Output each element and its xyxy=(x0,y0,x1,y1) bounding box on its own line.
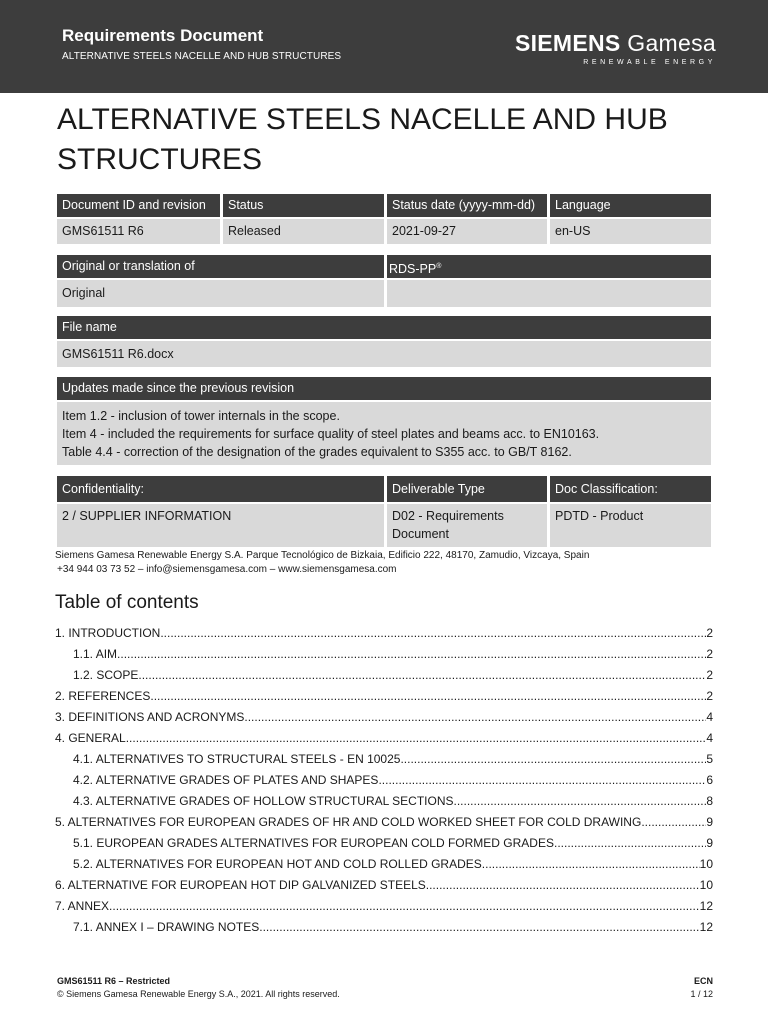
header-confidentiality: Confidentiality: xyxy=(57,476,384,502)
toc-leader xyxy=(400,752,706,766)
page-header xyxy=(0,0,768,93)
page-footer-left xyxy=(57,975,340,1001)
toc-entry-cold-formed[interactable] xyxy=(55,832,713,853)
toc-entry-hr-cold-worked[interactable] xyxy=(55,811,713,832)
header-status-date: Status date (yyyy-mm-dd) xyxy=(387,194,547,217)
toc-entry-galvanized[interactable] xyxy=(55,874,713,895)
value-file-name: GMS61511 R6.docx xyxy=(57,341,711,367)
value-updates xyxy=(57,402,711,465)
toc-page: 9 xyxy=(706,814,713,829)
value-document-id: GMS61511 R6 xyxy=(57,219,220,244)
logo-bold: SIEMENS xyxy=(514,30,621,56)
meta-block-filename xyxy=(57,316,711,367)
toc-entry-aim[interactable] xyxy=(55,643,713,664)
toc-leader xyxy=(557,836,706,850)
rds-pp-registered-mark: ® xyxy=(436,263,442,270)
toc-leader xyxy=(117,647,706,661)
toc-label: 5.2. ALTERNATIVES FOR EUROPEAN HOT AND COLD ROLLED GRADES. xyxy=(73,856,486,871)
value-status: Released xyxy=(223,219,384,244)
toc-leader xyxy=(426,878,700,892)
header-subtitle: ALTERNATIVE STEELS NACELLE AND HUB STRUCTURES xyxy=(62,51,342,62)
header-language: Language xyxy=(550,194,711,217)
toc-entry-introduction[interactable] xyxy=(55,622,713,643)
toc-page: 4 xyxy=(706,730,713,745)
toc-entry-references[interactable] xyxy=(55,685,713,706)
toc-label: 4. GENERAL xyxy=(55,730,126,745)
value-confidentiality: 2 / SUPPLIER INFORMATION xyxy=(57,504,384,547)
toc-entry-drawing-notes[interactable] xyxy=(55,916,713,937)
value-doc-classification: PDTD - Product xyxy=(550,504,711,547)
toc-page: 2 xyxy=(706,667,713,682)
toc-label: 7.1. ANNEX I – DRAWING NOTES xyxy=(73,919,260,934)
toc-label: 1.2. SCOPE xyxy=(73,667,139,682)
toc-label: 1. INTRODUCTION xyxy=(55,625,161,640)
toc-entry-definitions[interactable] xyxy=(55,706,713,727)
toc-leader xyxy=(244,710,706,724)
footer-code: ECN xyxy=(693,976,713,986)
toc-entry-scope[interactable] xyxy=(55,664,713,685)
rds-pp-label: RDS-PP xyxy=(389,262,437,277)
toc-label: 2. REFERENCES xyxy=(55,688,151,703)
toc-page: 6 xyxy=(706,772,713,787)
toc-leader xyxy=(641,815,706,829)
value-language: en-US xyxy=(550,219,711,244)
footer-copyright: © Siemens Gamesa Renewable Energy S.A., 2021. All rights reserved. xyxy=(57,989,340,999)
toc-entry-general[interactable] xyxy=(55,727,713,748)
toc-page: 12 xyxy=(699,919,713,934)
toc-label: 5. ALTERNATIVES FOR EUROPEAN GRADES OF HR AND COLD WORKED SHEET FOR COLD DRAWING xyxy=(55,814,642,829)
toc-entry-hot-cold-rolled[interactable] xyxy=(55,853,713,874)
header-title: Requirements Document xyxy=(62,26,264,45)
toc-entry-annex[interactable] xyxy=(55,895,713,916)
toc-page: 2 xyxy=(706,646,713,661)
toc-page: 12 xyxy=(699,898,713,913)
header-file-name: File name xyxy=(57,316,711,339)
toc-leader xyxy=(150,689,706,703)
toc-leader xyxy=(126,731,707,745)
page-footer-right xyxy=(690,975,713,1001)
logo-tagline: RENEWABLE ENERGY xyxy=(583,59,716,66)
header-updates: Updates made since the previous revision xyxy=(57,377,711,400)
header-doc-classification: Doc Classification: xyxy=(550,476,711,502)
toc-label: 3. DEFINITIONS AND ACRONYMS xyxy=(55,709,245,724)
toc-heading: Table of contents xyxy=(55,592,199,613)
toc-page: 10 xyxy=(699,856,713,871)
toc-leader xyxy=(109,899,700,913)
logo-wordmark xyxy=(515,30,716,57)
contact-line: +34 944 03 73 52 – info@siemensgamesa.com – www.siemensgamesa.com xyxy=(57,564,397,575)
header-rds-pp xyxy=(387,255,711,278)
toc-label: 5.1. EUROPEAN GRADES ALTERNATIVES FOR EUROPEAN COLD FORMED GRADES. xyxy=(73,835,558,850)
toc-page: 10 xyxy=(699,877,713,892)
toc-page: 8 xyxy=(706,793,713,808)
header-deliverable-type: Deliverable Type xyxy=(387,476,547,502)
toc-entry-structural-steels[interactable] xyxy=(55,748,713,769)
toc-page: 9 xyxy=(706,835,713,850)
value-status-date: 2021-09-27 xyxy=(387,219,547,244)
table-of-contents xyxy=(55,622,713,937)
meta-block-origin xyxy=(57,255,711,307)
update-line: Table 4.4 - correction of the designation of the grades equivalent to S355 acc. to GB/T 8162. xyxy=(62,445,572,459)
header-status: Status xyxy=(223,194,384,217)
toc-leader xyxy=(454,794,707,808)
toc-label: 6. ALTERNATIVE FOR EUROPEAN HOT DIP GALVANIZED STEELS xyxy=(55,877,426,892)
toc-page: 2 xyxy=(706,688,713,703)
company-address xyxy=(55,549,589,577)
toc-leader xyxy=(378,773,706,787)
toc-label: 1.1. AIM xyxy=(73,646,118,661)
header-original-or-translation: Original or translation of xyxy=(57,255,384,278)
footer-page-number: 1 / 12 xyxy=(690,989,713,999)
toc-page: 5 xyxy=(706,751,713,766)
company-logo xyxy=(515,30,716,66)
toc-entry-plates-shapes[interactable] xyxy=(55,769,713,790)
toc-leader xyxy=(259,920,699,934)
toc-label: 7. ANNEX xyxy=(55,898,110,913)
logo-light: Gamesa xyxy=(627,30,716,56)
footer-doc-ref: GMS61511 R6 – Restricted xyxy=(57,976,171,986)
toc-label: 4.3. ALTERNATIVE GRADES OF HOLLOW STRUCTURAL SECTIONS xyxy=(73,793,454,808)
toc-entry-hollow-sections[interactable] xyxy=(55,790,713,811)
header-document-id: Document ID and revision xyxy=(57,194,220,217)
meta-block-id xyxy=(57,194,711,244)
toc-page: 2 xyxy=(706,625,713,640)
value-rds-pp xyxy=(387,280,711,307)
update-line: Item 4 - included the requirements for surface quality of steel plates and beams acc. to EN10163. xyxy=(62,427,600,441)
address-line: Siemens Gamesa Renewable Energy S.A. Parque Tecnológico de Bizkaia, Edificio 222, 48170, Zamudio, Vizcaya, Spain xyxy=(55,550,590,561)
toc-label: 4.2. ALTERNATIVE GRADES OF PLATES AND SHAPES xyxy=(73,772,379,787)
meta-block-classification xyxy=(57,476,711,547)
toc-page: 4 xyxy=(706,709,713,724)
meta-block-updates xyxy=(57,377,711,465)
value-deliverable-type: D02 - Requirements Document xyxy=(387,504,547,547)
value-original-or-translation: Original xyxy=(57,280,384,307)
toc-leader xyxy=(138,668,706,682)
toc-leader xyxy=(485,857,700,871)
document-title: ALTERNATIVE STEELS NACELLE AND HUB STRUCTURES xyxy=(57,103,668,176)
toc-label: 4.1. ALTERNATIVES TO STRUCTURAL STEELS - EN 10025 xyxy=(73,751,401,766)
toc-leader xyxy=(160,626,706,640)
update-line: Item 1.2 - inclusion of tower internals in the scope. xyxy=(62,409,340,423)
